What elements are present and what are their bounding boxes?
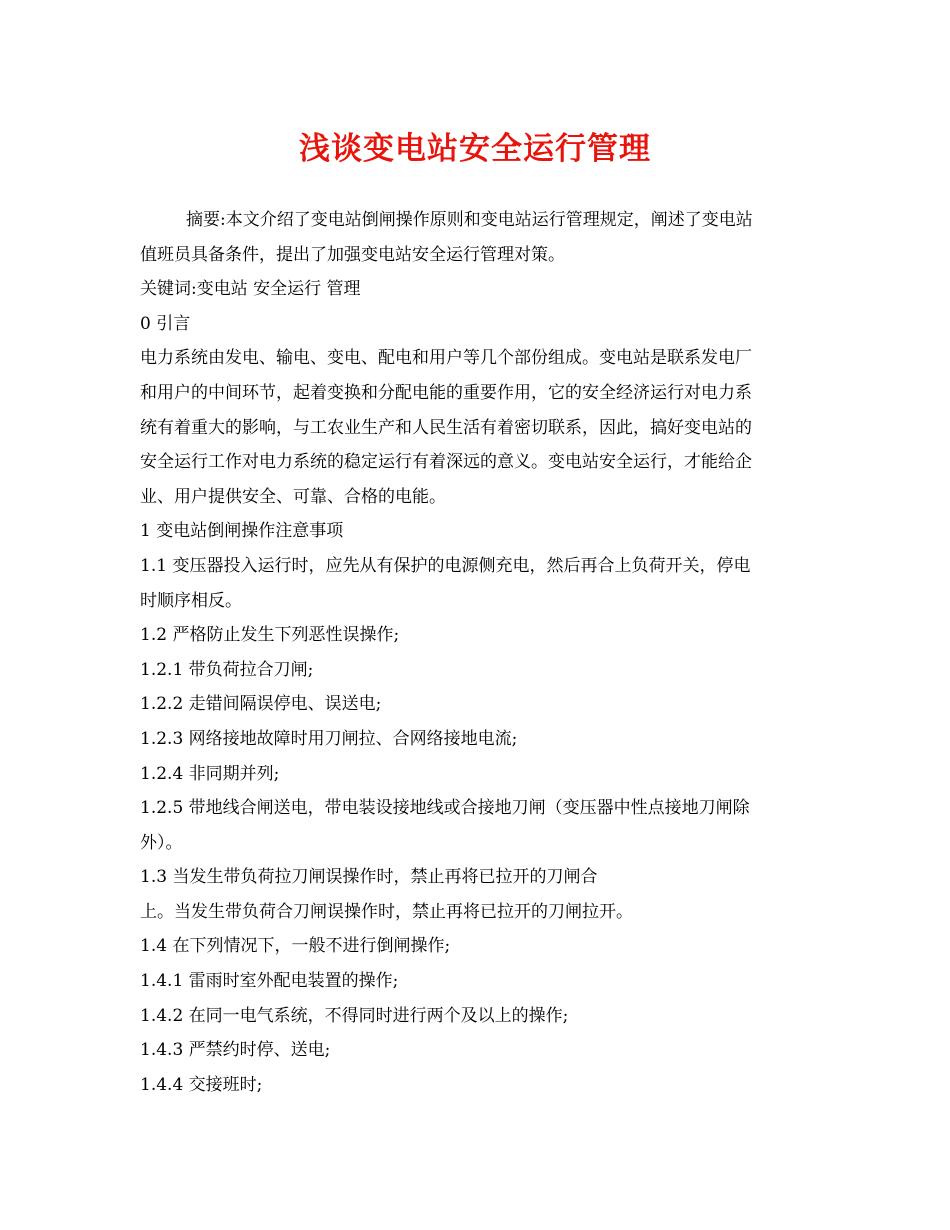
list-item: 外）。 xyxy=(140,832,183,853)
abstract-line: 摘要:本文介绍了变电站倒闸操作原则和变电站运行管理规定，阐述了变电站 xyxy=(186,210,753,230)
paragraph-line: 业、用户提供安全、可靠、合格的电能。 xyxy=(140,486,446,507)
list-item: 1.2.4 非同期并列; xyxy=(140,763,280,784)
list-item: 1.2.2 走错间隔误停电、误送电; xyxy=(140,694,382,715)
list-item: 1.1 变压器投入运行时，应先从有保护的电源侧充电，然后再合上负荷开关，停电 xyxy=(140,555,751,576)
document-body xyxy=(140,203,812,1102)
list-item: 1.4.1 雷雨时室外配电装置的操作; xyxy=(140,971,399,992)
list-item: 时顺序相反。 xyxy=(140,590,242,611)
list-item: 1.2 严格防止发生下列恶性误操作; xyxy=(140,625,400,646)
list-item: 1.4 在下列情况下，一般不进行倒闸操作; xyxy=(140,936,451,957)
section-heading: 0 引言 xyxy=(140,313,191,334)
paragraph-line: 和用户的中间环节，起着变换和分配电能的重要作用，它的安全经济运行对电力系 xyxy=(140,382,752,403)
list-item: 1.3 当发生带负荷拉刀闸误操作时，禁止再将已拉开的刀闸合 xyxy=(140,867,598,888)
paragraph-line: 电力系统由发电、输电、变电、配电和用户等几个部份组成。变电站是联系发电厂 xyxy=(140,348,752,369)
document-title: 浅谈变电站安全运行管理 xyxy=(299,131,651,167)
list-item: 上。当发生带负荷合刀闸误操作时，禁止再将已拉开的刀闸拉开。 xyxy=(140,901,633,922)
section-heading: 1 变电站倒闸操作注意事项 xyxy=(140,521,344,542)
list-item: 1.2.3 网络接地故障时用刀闸拉、合网络接地电流; xyxy=(140,728,518,749)
paragraph-line: 安全运行工作对电力系统的稳定运行有着深远的意义。变电站安全运行，才能给企 xyxy=(140,452,752,473)
keywords-line: 关键词:变电站 安全运行 管理 xyxy=(140,279,361,300)
list-item: 1.2.1 带负荷拉合刀闸; xyxy=(140,659,314,680)
list-item: 1.2.5 带地线合闸送电，带电装设接地线或合接地刀闸（变压器中性点接地刀闸除 xyxy=(140,798,750,819)
abstract-line: 值班员具备条件，提出了加强变电站安全运行管理对策。 xyxy=(140,244,565,265)
list-item: 1.4.2 在同一电气系统，不得同时进行两个及以上的操作; xyxy=(140,1005,569,1026)
list-item: 1.4.4 交接班时; xyxy=(140,1074,263,1095)
paragraph-line: 统有着重大的影响，与工农业生产和人民生活有着密切联系，因此，搞好变电站的 xyxy=(140,417,752,438)
list-item: 1.4.3 严禁约时停、送电; xyxy=(140,1040,331,1061)
